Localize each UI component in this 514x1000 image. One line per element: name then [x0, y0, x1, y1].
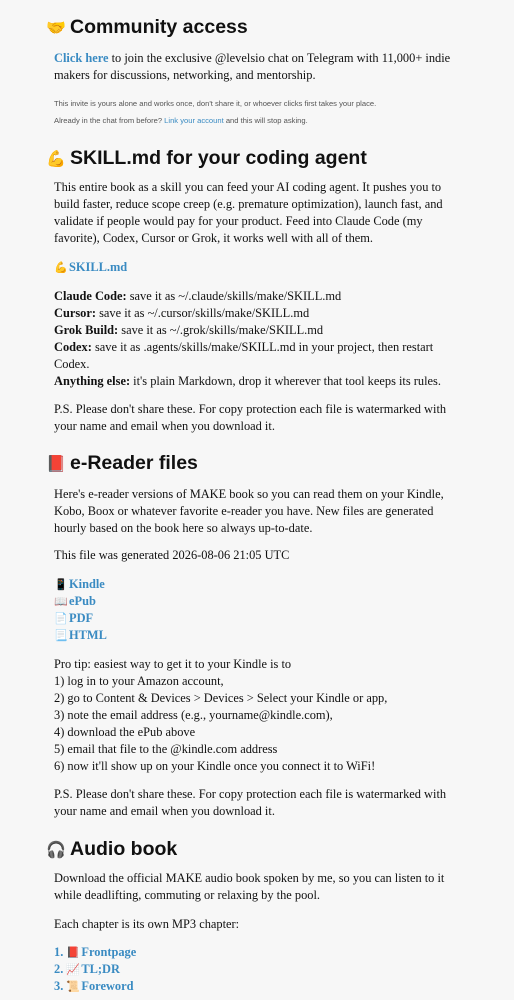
tip-line: 4) download the ePub above [54, 725, 196, 739]
flexed-arm-icon: 💪 [54, 261, 68, 274]
tip-line: 3) note the email address (e.g., yourname@kindle.com), [54, 708, 333, 722]
list-item[interactable]: 3. 📜Foreword [54, 979, 134, 993]
install-line-cursor: Cursor: save it as ~/.cursor/skills/make/SKILL.md [54, 306, 310, 320]
already-note: Already in the chat from before? Link your account and this will stop asking. [54, 116, 308, 125]
section-title-skill: 💪 SKILL.md for your coding agent [46, 147, 367, 169]
install-line-other: Anything else: it's plain Markdown, drop it wherever that tool keeps its rules. [54, 374, 441, 388]
install-line-codex: Codex: save it as .agents/skills/make/SKILL.md in your project, then restart Codex. [54, 340, 434, 371]
scroll-icon: 📜 [66, 980, 81, 993]
skill-ps: P.S. Please don't share these. For copy protection each file is watermarked with your name and email when you download it. [54, 402, 447, 433]
tablet-icon: 📱 [54, 578, 68, 591]
skill-install-lines [46, 288, 456, 390]
section-title-audio: 🎧 Audio book [46, 838, 178, 860]
tip-line: Pro tip: easiest way to get it to your Kindle is to [54, 657, 292, 671]
ereader-intro: Here's e-reader versions of MAKE book so you can read them on your Kindle, Kobo, Boox or whatever favorite e-reader you have. New files are generated hourly based on the book here so always up-to-date. [54, 487, 444, 535]
handshake-icon: 🤝 [46, 18, 66, 37]
section-title-community: 🤝 Community access [46, 16, 248, 38]
community-intro: Click here to join the exclusive @levelsio chat on Telegram with 11,000+ indie makers for discussions, networking, and mentorship. [54, 51, 451, 82]
pdf-link-row[interactable]: 📄PDF [54, 611, 94, 625]
install-line-grok: Grok Build: save it as ~/.grok/skills/make/SKILL.md [54, 323, 324, 337]
link-account-link[interactable]: Link your account [164, 116, 224, 125]
invite-note: This invite is yours alone and works once, don't share it, or whoever clicks first takes your place. [54, 99, 377, 108]
kindle-tips [46, 656, 456, 775]
ereader-file-list [46, 576, 456, 644]
skill-intro: This entire book as a skill you can feed your AI coding agent. It pushes you to build faster, reduce scope creep (e.g. premature optimization), launch fast, and validate if people would pay for your product. Feed into Claude Code (my favorite), Codex, Cursor or Grok, it works well with all of them. [54, 180, 443, 245]
tip-line: 5) email that file to the @kindle.com address [54, 742, 278, 756]
red-book-icon: 📕 [66, 946, 81, 959]
audio-chapter-note: Each chapter is its own MP3 chapter: [54, 917, 240, 931]
red-book-icon: 📕 [46, 454, 66, 473]
skill-md-link[interactable]: SKILL.md [69, 260, 128, 274]
skill-file-row [46, 259, 456, 276]
ereader-generated: This file was generated 2026-08-06 21:05 UTC [54, 548, 290, 562]
epub-link-row[interactable]: 📖ePub [54, 594, 96, 608]
click-here-link[interactable]: Click here [54, 51, 109, 65]
page-icon: 📃 [54, 629, 68, 642]
chapter-list [46, 944, 456, 995]
document-icon: 📄 [54, 612, 68, 625]
headphones-icon: 🎧 [46, 840, 66, 859]
flexed-arm-icon: 💪 [46, 149, 66, 168]
chart-icon: 📈 [66, 963, 81, 976]
section-title-ereader: 📕 e-Reader files [46, 452, 198, 474]
open-book-icon: 📖 [54, 595, 68, 608]
tip-line: 1) log in to your Amazon account, [54, 674, 224, 688]
kindle-link-row[interactable]: 📱Kindle [54, 577, 105, 591]
tip-line: 6) now it'll show up on your Kindle once you connect it to WiFi! [54, 759, 376, 773]
html-link-row[interactable]: 📃HTML [54, 628, 107, 642]
ereader-ps: P.S. Please don't share these. For copy protection each file is watermarked with your name and email when you download it. [54, 787, 447, 818]
audio-intro: Download the official MAKE audio book spoken by me, so you can listen to it while deadlifting, commuting or relaxing by the pool. [54, 871, 445, 902]
list-item[interactable]: 1. 📕Frontpage [54, 945, 137, 959]
install-line-claude: Claude Code: save it as ~/.claude/skills/make/SKILL.md [54, 289, 342, 303]
list-item[interactable]: 2. 📈TL;DR [54, 962, 120, 976]
tip-line: 2) go to Content & Devices > Devices > Select your Kindle or app, [54, 691, 388, 705]
